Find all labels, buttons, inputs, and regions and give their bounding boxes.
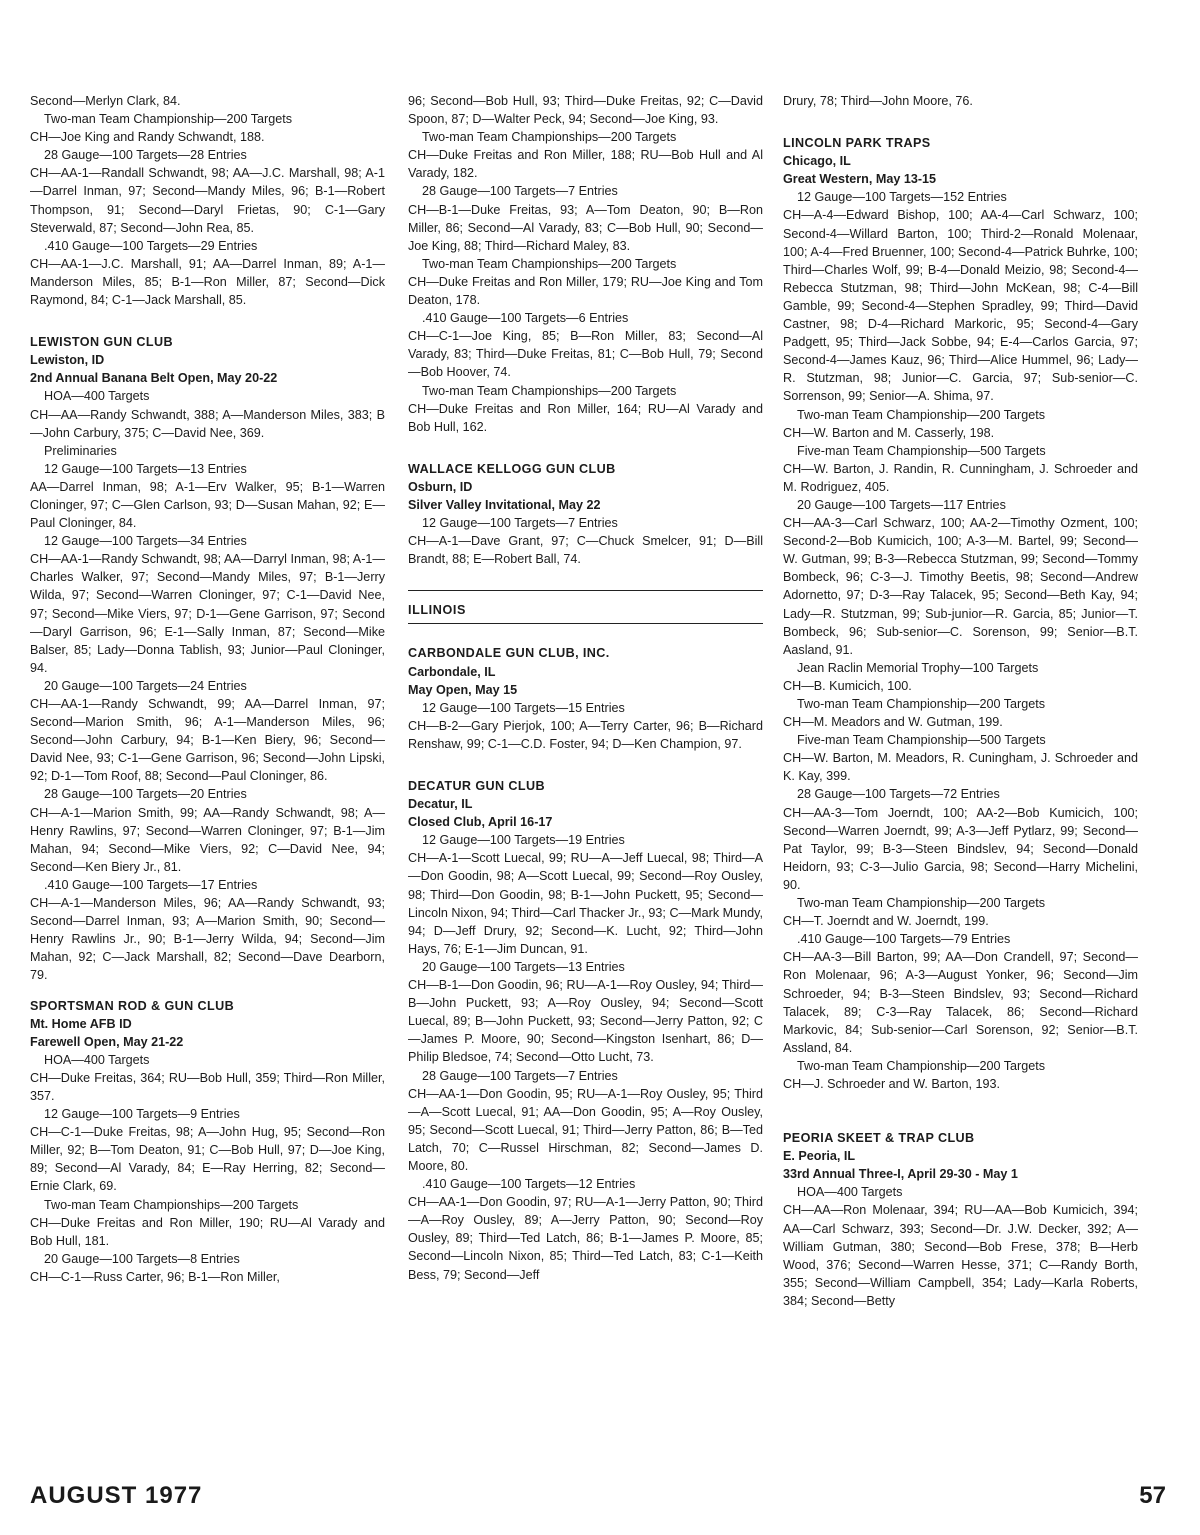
result-paragraph: CH—AA-1—Randy Schwandt, 99; AA—Darrel Inman, 97; Second—Marion Smith, 96; A-1—Manderson Miles, 96; Second—John Carbury, 94; B-1—Ken Biery, 96; Second—David Nee, 93; C-1—Gene Garrison, 96; Second—John Lipski, 92; D-1—Tom Roof, 88; Second—Paul Cloninger, 86. — [30, 697, 385, 784]
event-heading: .410 Gauge—100 Targets—79 Entries — [797, 932, 1011, 947]
event-heading: Jean Raclin Memorial Trophy—100 Targets — [797, 660, 1039, 675]
result-paragraph: CH—AA-1—Don Goodin, 97; RU—A-1—Jerry Patton, 90; Third—A—Roy Ousley, 89; A—Jerry Patton, 90; Second—Roy Ousley, 89; Third—Ted Latch, 86; B-1—James P. Moore, 85; Second—Lincoln Nixon, 85; Third—Ted Latch, 83; C-1—Keith Bess, 79; Second—Jeff — [408, 1195, 763, 1282]
event-heading: 28 Gauge—100 Targets—72 Entries — [797, 787, 1000, 802]
result-paragraph: CH—AA—Randy Schwandt, 388; A—Manderson Miles, 383; B—John Carbury, 375; C—David Nee, 369. — [30, 407, 385, 440]
result-paragraph: Second—Merlyn Clark, 84. — [30, 94, 181, 108]
event-heading: HOA—400 Targets — [797, 1185, 903, 1200]
event-title: 2nd Annual Banana Belt Open, May 20-22 — [30, 371, 278, 386]
result-paragraph: CH—AA-3—Tom Joerndt, 100; AA-2—Bob Kumicich, 100; Second—Warren Joerndt, 99; A-3—Jeff Pytlarz, 99; Second—Pat Taylor, 99; B-3—Steen Bindslev, 94; Second—Donald Heidorn, 93; C-3—Julio Garcia, 98; Second—Harry Michelini, 90. — [783, 805, 1138, 892]
result-paragraph: CH—AA-1—Don Goodin, 95; RU—A-1—Roy Ousley, 95; Third—A—Scott Luecal, 91; AA—Don Goodin, 95; A—Roy Ousley, 95; Second—Scott Luecal, 91; Third—Jerry Patton, 86; B—Ted Latch, 70; C—Russel Hirschman, 82; Second—James D. Moore, 80. — [408, 1086, 763, 1173]
club-location: Osburn, ID — [408, 479, 473, 494]
result-paragraph: CH—W. Barton and M. Casserly, 198. — [783, 425, 995, 440]
club-location: Carbondale, IL — [408, 664, 496, 679]
event-heading: Two-man Team Championships—200 Targets — [422, 130, 677, 145]
state-heading: ILLINOIS — [408, 590, 763, 624]
event-heading: 28 Gauge—100 Targets—7 Entries — [422, 1068, 618, 1083]
event-heading: Two-man Team Championship—200 Targets — [797, 896, 1046, 911]
event-heading: 20 Gauge—100 Targets—8 Entries — [44, 1251, 240, 1266]
result-paragraph: CH—Duke Freitas and Ron Miller, 179; RU—Joe King and Tom Deaton, 178. — [408, 274, 763, 308]
club-location: Decatur, IL — [408, 797, 473, 812]
club-name: WALLACE KELLOGG GUN CLUB — [408, 461, 616, 476]
event-heading: 12 Gauge—100 Targets—9 Entries — [44, 1107, 240, 1122]
club-location: Mt. Home AFB ID — [30, 1016, 132, 1031]
event-heading: 12 Gauge—100 Targets—152 Entries — [797, 190, 1007, 205]
event-heading: 12 Gauge—100 Targets—13 Entries — [44, 461, 247, 476]
event-heading: 20 Gauge—100 Targets—117 Entries — [797, 497, 1006, 512]
event-title: Closed Club, April 16-17 — [408, 815, 553, 830]
event-heading: .410 Gauge—100 Targets—6 Entries — [422, 311, 629, 326]
result-paragraph: CH—Duke Freitas and Ron Miller, 190; RU—Al Varady and Bob Hull, 181. — [30, 1215, 385, 1248]
result-paragraph: CH—A-1—Dave Grant, 97; C—Chuck Smelcer, 91; D—Bill Brandt, 88; E—Robert Ball, 74. — [408, 534, 763, 567]
result-paragraph: CH—B-2—Gary Pierjok, 100; A—Terry Carter, 96; B—Richard Renshaw, 99; C-1—C.D. Foster, 94; D—Ken Champion, 97. — [408, 718, 763, 751]
result-paragraph: CH—AA-3—Bill Barton, 99; AA—Don Crandell, 97; Second—Ron Molenaar, 96; A-3—August Yonker, 96; Second—Jim Schroeder, 94; B-3—Steen Bindslev, 93; Second—Richard Talacek, 89; C-3—Ray Talacek, 86; Second—Richard Markovic, 84; Sub-senior—Carl Sorenson, 92; Senior—B.T. Assland, 84. — [783, 950, 1138, 1055]
column-2 — [408, 92, 763, 1284]
club-name: DECATUR GUN CLUB — [408, 779, 545, 793]
result-paragraph: CH—Duke Freitas, 364; RU—Bob Hull, 359; Third—Ron Miller, 357. — [30, 1070, 385, 1103]
spacer — [783, 1093, 1138, 1105]
result-paragraph: CH—A-1—Marion Smith, 99; AA—Randy Schwandt, 98; A—Henry Rawlins, 97; Second—Warren Cloninger, 97; B-1—Jim Mahan, 94; Second—Mike Viers, 92; C—David Nee, 94; Second—Ken Biery Jr., 81. — [30, 805, 385, 874]
spacer — [783, 110, 1138, 122]
club-location: E. Peoria, IL — [783, 1149, 856, 1164]
result-paragraph: CH—B-1—Duke Freitas, 93; A—Tom Deaton, 90; B—Ron Miller, 86; Second—Al Varady, 83; C—Bob Hull, 90; Second—Joe King, 88; Third—Richard Maley, 83. — [408, 202, 763, 253]
event-title: May Open, May 15 — [408, 682, 518, 697]
event-heading: 20 Gauge—100 Targets—13 Entries — [422, 959, 625, 974]
club-name: PEORIA SKEET & TRAP CLUB — [783, 1131, 975, 1146]
spacer — [408, 753, 763, 765]
result-paragraph: CH—J. Schroeder and W. Barton, 193. — [783, 1076, 1000, 1091]
result-paragraph: CH—A-1—Scott Luecal, 99; RU—A—Jeff Luecal, 98; Third—A—Don Goodin, 98; A—Scott Luecal, 99; Second—Roy Ousley, 98; Third—Don Goodin, 98; B-1—John Puckett, 95; Second—Lincoln Nixon, 94; Third—Carl Thacker Jr., 93; C—Mark Mundy, 94; D—Jeff Drury, 92; Second—K. Lucht, 92; Third—John Hays, 76; E-1—Jim Duncan, 91. — [408, 851, 763, 956]
event-heading: 12 Gauge—100 Targets—7 Entries — [422, 516, 618, 531]
event-heading: 28 Gauge—100 Targets—7 Entries — [422, 184, 618, 199]
result-paragraph: CH—M. Meadors and W. Gutman, 199. — [783, 715, 1003, 730]
result-paragraph: CH—A-4—Edward Bishop, 100; AA-4—Carl Schwarz, 100; Second-4—Willard Barton, 100; Third-2—Ronald Molenaar, 100; A-4—Fred Bruenner, 100; Second-4—Patrick Buhrke, 100; Third—Charles Wolf, 99; B-4—Donald Meizio, 98; Second-4—Rebecca Stutzman, 98; Third—John McKean, 98; C-4—Bill Gamble, 99; Second-4—Stephen Spradley, 99; Third—David Castner, 98; D-4—Richard Markoric, 95; Second-4—Gary Padgett, 95; Third—Jack Sobbe, 94; E-4—Carlos Garcia, 97; Second-4—James Kauz, 96; Third—Alice Hummel, 96; Lady—R. Stutzman, 98; Junior—C. Garcia, 97; Sub-senior—C. Sorrenson, 99; Senior—A. Shima, 97. — [783, 208, 1138, 404]
event-heading: Five-man Team Championship—500 Targets — [797, 443, 1046, 458]
event-heading: 12 Gauge—100 Targets—15 Entries — [422, 700, 625, 715]
result-paragraph: CH—A-1—Manderson Miles, 96; AA—Randy Schwandt, 93; Second—Darrel Inman, 93; A—Marion Smith, 90; Second—Henry Rawlins Jr., 90; B-1—Jerry Wilda, 94; Second—Jim Mahan, 92; C—Jack Marshall, 82; Second—Dave Dearborn, 79. — [30, 896, 385, 983]
event-title: Great Western, May 13-15 — [783, 172, 937, 187]
spacer — [30, 309, 385, 321]
event-heading: Two-man Team Championships—200 Targets — [44, 1197, 299, 1212]
result-paragraph: CH—Joe King and Randy Schwandt, 188. — [30, 130, 265, 145]
result-paragraph: CH—W. Barton, J. Randin, R. Cunningham, J. Schroeder and M. Rodriguez, 405. — [783, 461, 1138, 494]
result-paragraph: CH—B. Kumicich, 100. — [783, 678, 912, 693]
event-heading: Two-man Team Championships—200 Targets — [422, 383, 677, 398]
issue-date: AUGUST 1977 — [30, 1482, 203, 1509]
event-heading: Two-man Team Championship—200 Targets — [797, 697, 1046, 711]
club-name: SPORTSMAN ROD & GUN CLUB — [30, 998, 235, 1013]
result-paragraph: CH—W. Barton, M. Meadors, R. Cuningham, J. Schroeder and K. Kay, 399. — [783, 751, 1138, 784]
result-paragraph: CH—B-1—Don Goodin, 96; RU—A-1—Roy Ousley, 94; Third—B—John Puckett, 93; A—Roy Ousley, 94; Second—Scott Luecal, 89; B—John Puckett, 93; Second—Jerry Patton, 92; C—James P. Moore, 90; Second—Kingston Isenhart, 86; D—Philip Bledsoe, 74; Second—Otto Lucht, 73. — [408, 978, 763, 1065]
result-paragraph: 96; Second—Bob Hull, 93; Third—Duke Freitas, 92; C—David Spoon, 87; D—Walter Peck, 94; Second—Joe King, 93. — [408, 94, 763, 127]
event-heading: 12 Gauge—100 Targets—19 Entries — [422, 833, 625, 848]
club-location: Lewiston, ID — [30, 353, 105, 368]
event-heading: .410 Gauge—100 Targets—29 Entries — [44, 238, 258, 253]
result-paragraph: Drury, 78; Third—John Moore, 76. — [783, 94, 973, 108]
result-paragraph: CH—C-1—Russ Carter, 96; B-1—Ron Miller, — [30, 1269, 280, 1284]
event-heading: Preliminaries — [44, 443, 117, 458]
result-paragraph: CH—AA-1—Randall Schwandt, 98; AA—J.C. Marshall, 98; A-1—Darrel Inman, 97; Second—Mandy Miles, 96; B-1—Robert Thompson, 91; Second—Daryl Frietas, 90; C-1—Gary Steverwald, 87; Second—John Rea, 85. — [30, 166, 385, 235]
result-paragraph: CH—Duke Freitas and Ron Miller, 188; RU—Bob Hull and Al Varady, 182. — [408, 148, 763, 181]
event-heading: Five-man Team Championship—500 Targets — [797, 733, 1046, 748]
event-heading: 20 Gauge—100 Targets—24 Entries — [44, 678, 247, 693]
event-heading: Two-man Team Championship—200 Targets — [44, 112, 293, 127]
club-name: LEWISTON GUN CLUB — [30, 335, 173, 350]
event-title: Silver Valley Invitational, May 22 — [408, 497, 601, 512]
result-paragraph: CH—AA-3—Carl Schwarz, 100; AA-2—Timothy Ozment, 100; Second-2—Bob Kumicich, 100; A-3—M. Bartel, 99; Second—W. Gutman, 99; B-3—Rebecca Stutzman, 99; Second—Tommy Bombeck, 96; C-3—J. Timothy Beetis, 98; Second—Andrew Adornetto, 97; D-3—Ray Talacek, 95; Second—Beth Kay, 94; Lady—R. Stutzman, 99; Sub-junior—R. Garcia, 85; Junior—T. Bombeck, 96; Sub-senior—C. Sorenson, 99; Senior—B.T. Aasland, 91. — [783, 516, 1138, 657]
result-paragraph: CH—T. Joerndt and W. Joerndt, 199. — [783, 914, 989, 929]
event-heading: HOA—400 Targets — [44, 389, 150, 404]
column-1 — [30, 92, 385, 1286]
event-heading: .410 Gauge—100 Targets—12 Entries — [422, 1177, 636, 1192]
event-title: 33rd Annual Three-I, April 29-30 - May 1 — [783, 1167, 1018, 1182]
event-title: Farewell Open, May 21-22 — [30, 1034, 184, 1049]
result-paragraph: AA—Darrel Inman, 98; A-1—Erv Walker, 95; B-1—Warren Cloninger, 97; C—Glen Carlson, 93; D—Susan Mahan, 92; E—Paul Cloninger, 84. — [30, 479, 385, 531]
result-paragraph: CH—AA—Ron Molenaar, 394; RU—AA—Bob Kumicich, 394; AA—Carl Schwarz, 393; Second—Dr. J.W. Decker, 392; A—William Gutman, 380; Second—Bob Frese, 378; B—Herb Wood, 376; Second—Warren Hesse, 371; C—Randy Borth, 355; Second—William Campbell, 354; Lady—Karla Roberts, 384; Second—Betty — [783, 1203, 1138, 1308]
page-number: 57 — [1139, 1482, 1166, 1509]
spacer — [408, 436, 763, 448]
event-heading: 28 Gauge—100 Targets—28 Entries — [44, 148, 247, 163]
column-3 — [783, 92, 1138, 1310]
result-paragraph: CH—Duke Freitas and Ron Miller, 164; RU—Al Varady and Bob Hull, 162. — [408, 401, 763, 434]
result-paragraph: CH—C-1—Joe King, 85; B—Ron Miller, 83; Second—Al Varady, 83; Third—Duke Freitas, 81; C—Bob Hull, 79; Second—Bob Hoover, 74. — [408, 329, 763, 380]
club-name: LINCOLN PARK TRAPS — [783, 136, 931, 151]
event-heading: Two-man Team Championships—200 Targets — [422, 256, 677, 271]
result-paragraph: CH—AA-1—J.C. Marshall, 91; AA—Darrel Inman, 89; A-1—Manderson Miles, 85; B-1—Ron Miller, 87; Second—Dick Raymond, 84; C-1—Jack Marshall, 85. — [30, 256, 385, 308]
event-heading: Two-man Team Championship—200 Targets — [797, 1058, 1046, 1073]
event-heading: Two-man Team Championship—200 Targets — [797, 407, 1046, 422]
result-paragraph: CH—AA-1—Randy Schwandt, 98; AA—Darryl Inman, 98; A-1—Charles Walker, 97; Second—Mandy Miles, 97; B-1—Jerry Wilda, 97; Second—Warren Cloninger, 97; C-1—David Nee, 97; Second—Mike Viers, 97; D-1—Gene Garrison, 97; Second—Daryl Garrison, 96; E-1—Sally Inman, 87; Second—Mike Balser, 85; Lady—Donna Tablish, 93; Junior—Paul Cloninger, 94. — [30, 552, 385, 675]
spacer — [783, 1105, 1138, 1117]
result-paragraph: CH—C-1—Duke Freitas, 98; A—John Hug, 95; Second—Ron Miller, 92; B—Tom Deaton, 91; C—Bob Hull, 97; D—Joe King, 89; Second—Al Varady, 84; E—Ray Herring, 82; Second—Ernie Clark, 69. — [30, 1125, 385, 1194]
club-location: Chicago, IL — [783, 154, 851, 169]
event-heading: 12 Gauge—100 Targets—34 Entries — [44, 534, 247, 549]
event-heading: .410 Gauge—100 Targets—17 Entries — [44, 877, 258, 892]
club-name: CARBONDALE GUN CLUB, INC. — [408, 646, 610, 661]
event-heading: 28 Gauge—100 Targets—20 Entries — [44, 787, 247, 802]
event-heading: HOA—400 Targets — [44, 1052, 150, 1067]
